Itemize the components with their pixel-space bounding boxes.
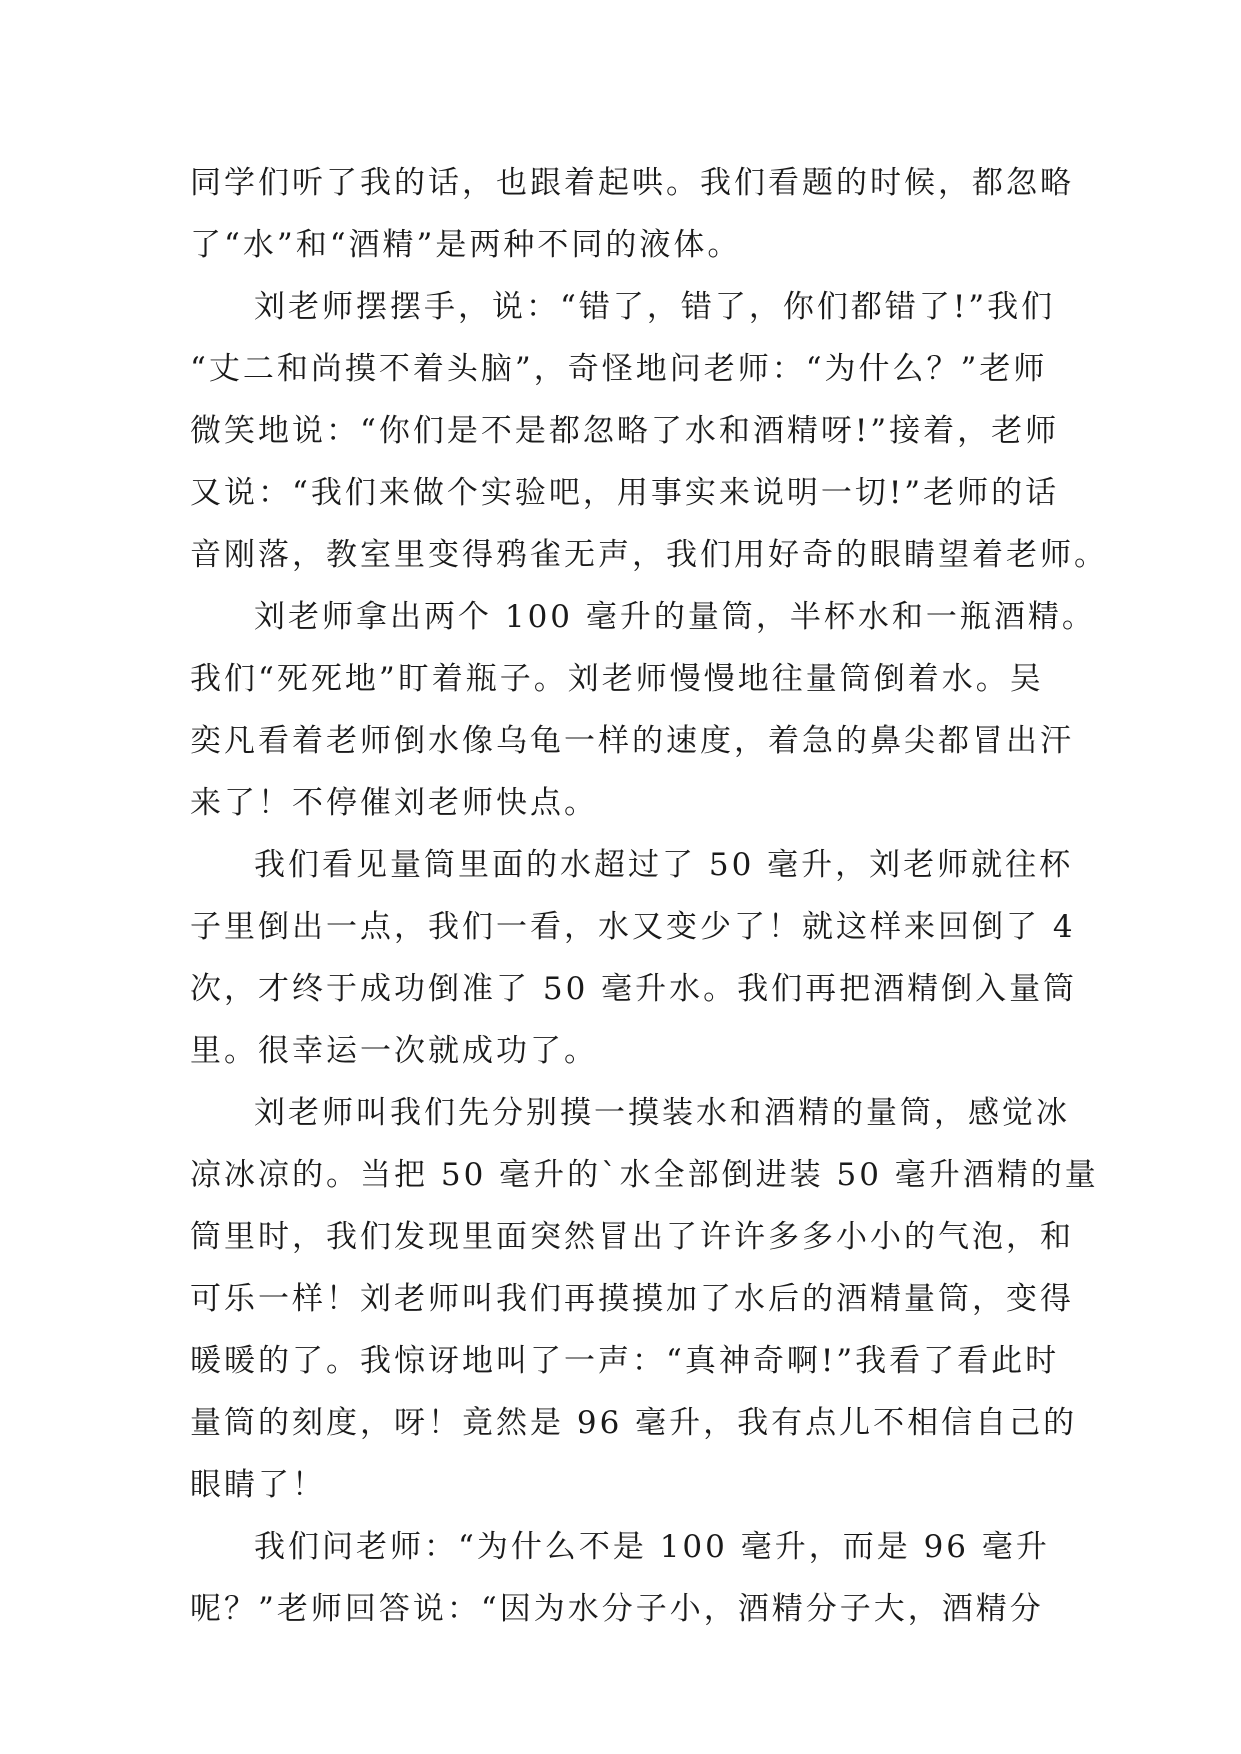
text-line: 筒里时，我们发现里面突然冒出了许许多多小小的气泡，和 — [190, 1219, 1074, 1255]
text-line: 又说：“我们来做个实验吧，用事实来说明一切!”老师的话 — [190, 475, 1060, 511]
text-line: 微笑地说：“你们是不是都忽略了水和酒精呀!”接着，老师 — [190, 413, 1060, 449]
text-line: 奕凡看着老师倒水像乌龟一样的速度，着急的鼻尖都冒出汗 — [190, 723, 1074, 759]
text-line: 子里倒出一点，我们一看，水又变少了！就这样来回倒了 4 — [190, 909, 1076, 945]
text-line: 同学们听了我的话，也跟着起哄。我们看题的时候，都忽略 — [190, 165, 1074, 201]
text-line: 呢？”老师回答说：“因为水分子小，酒精分子大，酒精分 — [190, 1591, 1044, 1627]
paragraph-start-line: 刘老师摆摆手，说：“错了，错了，你们都错了!”我们 — [254, 289, 1056, 325]
text-line: 凉冰凉的。当把 50 毫升的`水全部倒进装 50 毫升酒精的量 — [190, 1157, 1099, 1193]
paragraph-start-line: 我们问老师：“为什么不是 100 毫升，而是 96 毫升 — [254, 1529, 1050, 1565]
text-line: 暖暖的了。我惊讶地叫了一声：“真神奇啊!”我看了看此时 — [190, 1343, 1060, 1379]
paragraph-start-line: 刘老师叫我们先分别摸一摸装水和酒精的量筒，感觉冰 — [254, 1095, 1070, 1131]
text-line: 里。很幸运一次就成功了。 — [190, 1033, 598, 1069]
text-line: 我们“死死地”盯着瓶子。刘老师慢慢地往量筒倒着水。吴 — [190, 661, 1044, 697]
text-line: 量筒的刻度，呀！竟然是 96 毫升，我有点儿不相信自己的 — [190, 1405, 1078, 1441]
text-line: 音刚落，教室里变得鸦雀无声，我们用好奇的眼睛望着老师。 — [190, 537, 1108, 573]
text-line: 了“水”和“酒精”是两种不同的液体。 — [190, 227, 742, 263]
paragraph-start-line: 刘老师拿出两个 100 毫升的量筒，半杯水和一瓶酒精。 — [254, 599, 1096, 635]
paragraph-start-line: 我们看见量筒里面的水超过了 50 毫升，刘老师就往杯 — [254, 847, 1074, 883]
document-page — [190, 152, 1108, 1640]
text-line: 眼睛了！ — [190, 1467, 326, 1503]
text-line: 次，才终于成功倒准了 50 毫升水。我们再把酒精倒入量筒 — [190, 971, 1078, 1007]
text-line: “丈二和尚摸不着头脑”，奇怪地问老师：“为什么？”老师 — [190, 351, 1048, 387]
text-line: 可乐一样！刘老师叫我们再摸摸加了水后的酒精量筒，变得 — [190, 1281, 1074, 1317]
text-line: 来了！不停催刘老师快点。 — [190, 785, 598, 821]
